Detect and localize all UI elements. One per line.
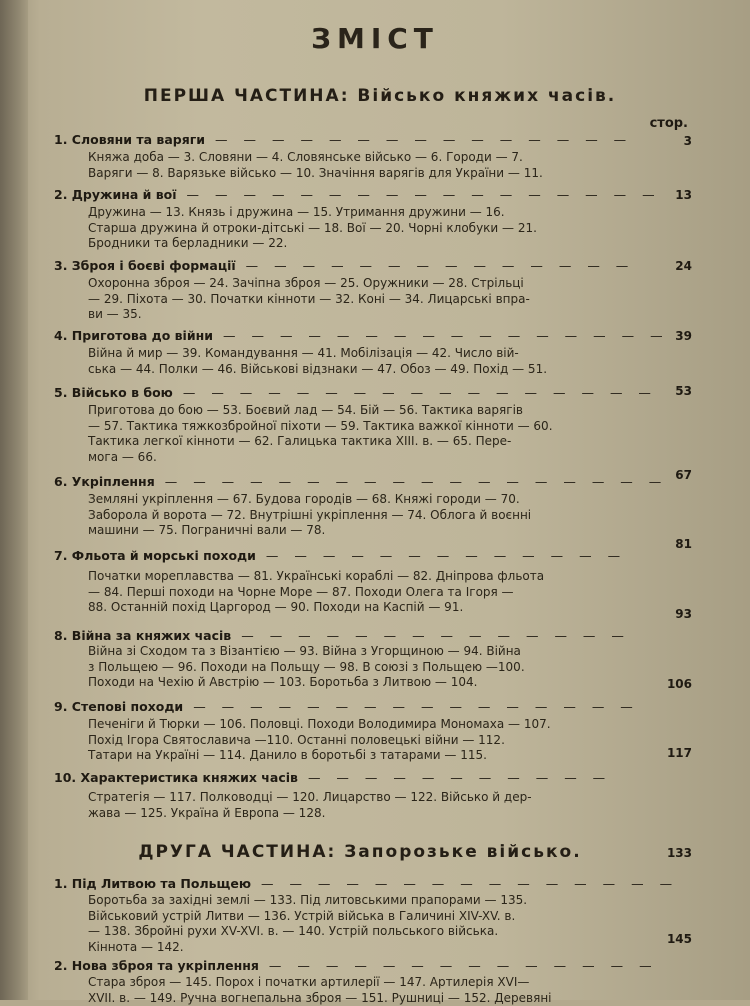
entry-line: ви — 35. xyxy=(88,307,668,323)
entry-line: Війна й мир — 39. Командування — 41. Мобілізація — 42. Число вій- xyxy=(88,346,668,362)
entry-line: мога — 66. xyxy=(88,450,668,466)
section-entries xyxy=(88,893,668,955)
entry-line: Боротьба за західні землі — 133. Під литовськими прапорами — 135. xyxy=(88,893,668,909)
entry-line: Стратегія — 117. Полководці — 120. Лицарство — 122. Військо й дер- xyxy=(88,790,668,806)
entry-line: Княжа доба — 3. Словяни — 4. Словянське військо — 6. Городи — 7. xyxy=(88,150,668,166)
section-page: 93 xyxy=(632,607,692,621)
section-heading: 1. Словяни та варяги — — — — — — — — — — — — — — — xyxy=(54,132,694,147)
section-entries xyxy=(88,790,668,821)
section-page: 145 xyxy=(632,932,692,946)
book-spine xyxy=(0,0,28,1000)
entry-line: Татари на Україні — 114. Данило в боротьбі з татарами — 115. xyxy=(88,748,668,764)
section-page: 67 xyxy=(632,468,692,482)
section-page: 13 xyxy=(632,188,692,202)
entry-line: Печеніги й Тюрки — 106. Половці. Походи Володимира Мономаха — 107. xyxy=(88,717,668,733)
entry-line: Кіннота — 142. xyxy=(88,940,668,956)
entry-line: Приготова до бою — 53. Боєвий лад — 54. Бій — 56. Тактика варягів xyxy=(88,403,668,419)
entry-line: Стара зброя — 145. Порох і початки артилерії — 147. Артилерія XVI— xyxy=(88,975,668,991)
entry-line: Старша дружина й отроки-дітські — 18. Вої — 20. Чорні клобуки — 21. xyxy=(88,221,668,237)
section-heading: 4. Приготова до війни — — — — — — — — — — — — — — — — xyxy=(54,328,694,343)
section-entries xyxy=(88,717,668,764)
section-heading: 8. Війна за княжих часів — — — — — — — — — — — — — — xyxy=(54,628,694,643)
section-entries xyxy=(88,403,668,465)
section-entries xyxy=(88,276,668,323)
entry-line: Заборола й ворота — 72. Внутрішні укріплення — 74. Облога й воєнні xyxy=(88,508,668,524)
entry-line: — 29. Піхота — 30. Початки кінноти — 32. Коні — 34. Лицарські впра- xyxy=(88,292,668,308)
entry-line: XVII. в. — 149. Ручна вогнепальна зброя — 151. Рушниці — 152. Деревяні xyxy=(88,991,668,1006)
section-entries xyxy=(88,492,668,539)
section-entries xyxy=(88,975,668,1006)
entry-line: Тактика легкої кінноти — 62. Галицька тактика XIII. в. — 65. Пере- xyxy=(88,434,668,450)
entry-line: Охоронна зброя — 24. Зачіпна зброя — 25. Оружники — 28. Стрільці xyxy=(88,276,668,292)
entry-line: з Польщею — 96. Походи на Польщу — 98. В союзі з Польщею —100. xyxy=(88,660,668,676)
part-two-title: ДРУГА ЧАСТИНА: Запорозьке військо. xyxy=(80,842,640,862)
entry-line: — 57. Тактика тяжкозбройної піхоти — 59. Тактика важкої кінноти — 60. xyxy=(88,419,668,435)
part-two-page: 133 xyxy=(632,846,692,860)
page-title: ЗМІСТ xyxy=(0,22,750,55)
page-column-header: стор. xyxy=(650,116,688,131)
section-page: 81 xyxy=(632,537,692,551)
section-page: 39 xyxy=(632,329,692,343)
entry-line: жава — 125. Україна й Европа — 128. xyxy=(88,806,668,822)
section-page: 106 xyxy=(632,677,692,691)
section-page: 24 xyxy=(632,259,692,273)
section-heading: 6. Укріплення — — — — — — — — — — — — — — — — — — xyxy=(54,474,694,489)
section-heading: 2. Нова зброя та укріплення — — — — — — — — — — — — — — xyxy=(54,958,694,973)
section-entries xyxy=(88,644,668,691)
entry-line: Варяги — 8. Варязьке військо — 10. Значіння варягів для України — 11. xyxy=(88,166,668,182)
entry-line: Війна зі Сходом та з Візантією — 93. Війна з Угорщиною — 94. Війна xyxy=(88,644,668,660)
entry-line: машини — 75. Пограничні вали — 78. xyxy=(88,523,668,539)
section-page: 3 xyxy=(632,134,692,148)
section-heading: 9. Степові походи — — — — — — — — — — — — — — — — xyxy=(54,699,694,714)
entry-line: Земляні укріплення — 67. Будова городів — 68. Княжі городи — 70. xyxy=(88,492,668,508)
section-entries xyxy=(88,205,668,252)
section-heading: 2. Дружина й вої — — — — — — — — — — — — — — — — — xyxy=(54,187,694,202)
section-entries xyxy=(88,346,668,377)
section-heading: 7. Фльота й морські походи — — — — — — — — — — — — — xyxy=(54,548,694,563)
section-heading: 5. Військо в бою — — — — — — — — — — — — — — — — — xyxy=(54,385,694,400)
section-heading: 10. Характеристика княжих часів — — — — — — — — — — — xyxy=(54,770,694,785)
part-one-title: ПЕРША ЧАСТИНА: Військо княжих часів. xyxy=(60,86,700,106)
section-heading: 1. Під Литвою та Польщею — — — — — — — — — — — — — — — xyxy=(54,876,694,891)
section-page: 117 xyxy=(632,746,692,760)
entry-line: Бродники та берладники — 22. xyxy=(88,236,668,252)
section-heading: 3. Зброя і боєві формації — — — — — — — — — — — — — — xyxy=(54,258,694,273)
entry-line: Дружина — 13. Князь і дружина — 15. Утримання дружини — 16. xyxy=(88,205,668,221)
section-page: 53 xyxy=(632,384,692,398)
entry-line: — 84. Перші походи на Чорне Море — 87. Походи Олега та Ігоря — xyxy=(88,585,668,601)
entry-line: Військовий устрій Литви — 136. Устрій війська в Галичині XIV-XV. в. xyxy=(88,909,668,925)
entry-line: ська — 44. Полки — 46. Військові відзнаки — 47. Обоз — 49. Похід — 51. xyxy=(88,362,668,378)
entry-line: Походи на Чехію й Австрію — 103. Боротьба з Литвою — 104. xyxy=(88,675,668,691)
entry-line: Початки мореплавства — 81. Українські кораблі — 82. Дніпрова фльота xyxy=(88,569,668,585)
entry-line: Похід Ігора Святославича —110. Останні половецькі війни — 112. xyxy=(88,733,668,749)
entry-line: 88. Останній похід Царгород — 90. Походи на Каспій — 91. xyxy=(88,600,668,616)
section-entries xyxy=(88,569,668,616)
section-entries xyxy=(88,150,668,181)
entry-line: — 138. Збройні рухи XV-XVI. в. — 140. Устрій польського війська. xyxy=(88,924,668,940)
